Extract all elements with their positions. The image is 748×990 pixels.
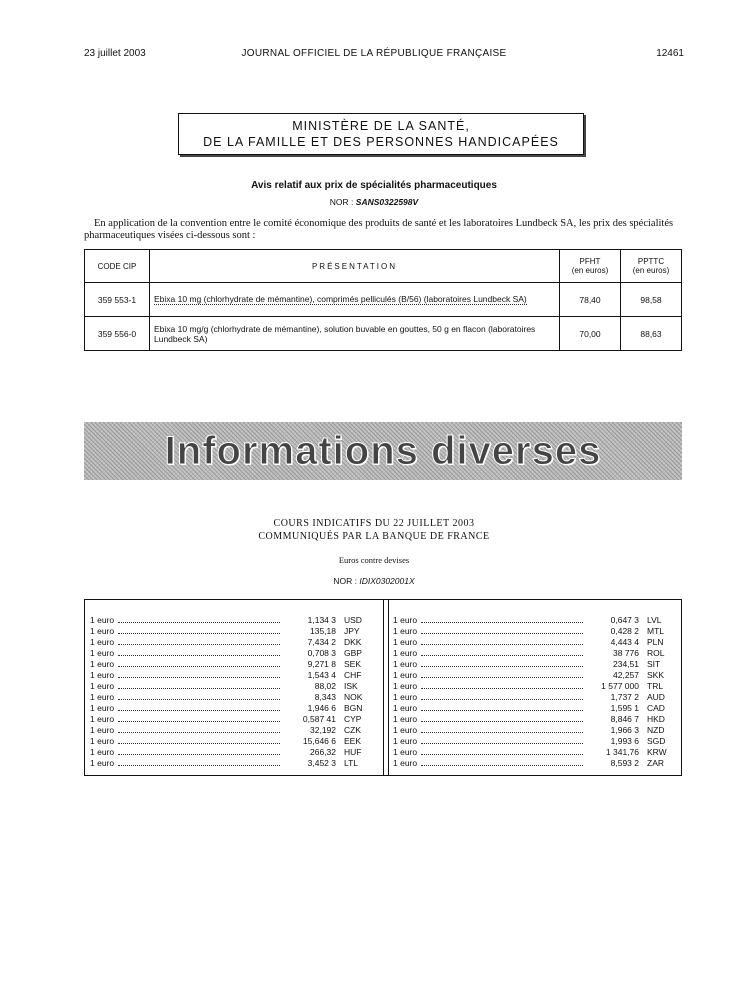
leader-dots — [118, 655, 280, 656]
rate-value: 32,192 — [310, 725, 336, 735]
rate-row — [90, 659, 374, 670]
currency-code: HUF — [344, 747, 362, 757]
cours-subtitle: Euros contre devises — [338, 555, 410, 565]
leader-dots — [118, 710, 280, 711]
rate-value: 7,434 2 — [307, 637, 336, 647]
leader-dots — [421, 633, 583, 634]
rate-value: 234,51 — [613, 659, 639, 669]
rate-label: 1 euro — [90, 648, 115, 658]
rate-row — [90, 714, 374, 725]
rate-label: 1 euro — [393, 659, 418, 669]
currency-code: CHF — [344, 670, 362, 680]
rate-label: 1 euro — [393, 725, 418, 735]
ministry-line-1: MINISTÈRE DE LA SANTÉ, — [292, 119, 470, 133]
currency-code: ZAR — [647, 758, 664, 768]
leader-dots — [421, 622, 583, 623]
leader-dots — [118, 688, 280, 689]
banner-title: Informations diverses — [164, 428, 602, 473]
leader-dots — [421, 765, 583, 766]
rates-column-left — [90, 615, 374, 769]
leader-dots — [421, 699, 583, 700]
leader-dots — [118, 622, 280, 623]
rate-row — [90, 670, 374, 681]
rate-label: 1 euro — [393, 703, 418, 713]
rate-row — [393, 648, 677, 659]
header-ppttc-label: PPTTC — [637, 257, 665, 266]
currency-code: JPY — [344, 626, 360, 636]
rate-row — [90, 736, 374, 747]
rate-value: 1 577 000 — [601, 681, 639, 691]
rate-row — [90, 747, 374, 758]
currency-code: CZK — [344, 725, 361, 735]
rate-row — [393, 626, 677, 637]
rate-label: 1 euro — [90, 758, 115, 768]
leader-dots — [118, 765, 280, 766]
rate-value: 88,02 — [314, 681, 336, 691]
rate-row — [90, 626, 374, 637]
rate-label: 1 euro — [393, 626, 418, 636]
rate-row — [393, 637, 677, 648]
leader-dots — [118, 699, 280, 700]
leader-dots — [421, 688, 583, 689]
cours-nor — [0, 576, 748, 586]
rate-label: 1 euro — [90, 703, 115, 713]
currency-code: DKK — [344, 637, 362, 647]
leader-dots — [118, 743, 280, 744]
rate-value: 0,708 3 — [307, 648, 336, 658]
nor-code: SANS0322598V — [355, 197, 419, 207]
currency-code: ROL — [647, 648, 665, 658]
leader-dots — [118, 677, 280, 678]
rate-value: 1,737 2 — [610, 692, 639, 702]
leader-dots — [421, 655, 583, 656]
rate-row — [393, 681, 677, 692]
column-divider — [383, 600, 389, 775]
ministry-line-2: DE LA FAMILLE ET DES PERSONNES HANDICAPÉES — [203, 135, 559, 149]
rate-label: 1 euro — [90, 747, 115, 757]
leader-dots — [421, 754, 583, 755]
rate-label: 1 euro — [393, 615, 418, 625]
cell-ppttc: 98,58 — [621, 283, 682, 317]
header-ppttc — [621, 250, 682, 283]
cours-title-line-1: COURS INDICATIFS DU 22 JUILLET 2003 — [273, 518, 475, 529]
avis-title: Avis relatif aux prix de spécialités pharmaceutiques — [251, 180, 497, 191]
rate-label: 1 euro — [393, 747, 418, 757]
rate-label: 1 euro — [90, 736, 115, 746]
currency-code: EEK — [344, 736, 362, 746]
description-text: Ebixa 10 mg (chlorhydrate de mémantine), comprimés pelliculés (B/56) (laboratoires Lundbeck SA) — [154, 294, 527, 304]
leader-dots — [118, 633, 280, 634]
rate-row — [90, 703, 374, 714]
rate-value: 8,846 7 — [610, 714, 639, 724]
avis-nor — [0, 197, 748, 207]
leader-dots — [421, 666, 583, 667]
rate-label: 1 euro — [393, 714, 418, 724]
header-pfht-unit: (en euros) — [571, 266, 609, 275]
page-number: 12461 — [656, 48, 684, 59]
rate-row — [393, 659, 677, 670]
ministry-box — [178, 113, 584, 155]
rate-value: 4,443 4 — [610, 637, 639, 647]
leader-dots — [421, 644, 583, 645]
rate-value: 38 776 — [613, 648, 639, 658]
leader-dots — [421, 743, 583, 744]
currency-code: NOK — [344, 692, 363, 702]
leader-dots — [118, 721, 280, 722]
rate-label: 1 euro — [393, 692, 418, 702]
header-pfht-label: PFHT — [579, 257, 601, 266]
currency-code: NZD — [647, 725, 665, 735]
leader-dots — [421, 732, 583, 733]
header-code-cip: CODE CIP — [85, 250, 150, 283]
currency-code: LVL — [647, 615, 662, 625]
rate-label: 1 euro — [90, 725, 115, 735]
rate-row — [90, 637, 374, 648]
rate-value: 1,595 1 — [610, 703, 639, 713]
rate-row — [90, 692, 374, 703]
leader-dots — [421, 677, 583, 678]
journal-title: JOURNAL OFFICIEL DE LA RÉPUBLIQUE FRANÇAISE — [241, 48, 507, 59]
rate-row — [90, 725, 374, 736]
rate-value: 9,271 8 — [307, 659, 336, 669]
currency-code: SEK — [344, 659, 362, 669]
exchange-rates-table — [84, 599, 682, 776]
leader-dots — [421, 710, 583, 711]
rate-row — [90, 758, 374, 769]
nor-code: IDIX0302001X — [359, 576, 415, 586]
rate-value: 1,993 6 — [610, 736, 639, 746]
price-table-header — [85, 250, 682, 283]
rate-value: 8,593 2 — [610, 758, 639, 768]
rate-row — [90, 648, 374, 659]
rate-label: 1 euro — [393, 736, 418, 746]
rate-value: 1 341,76 — [605, 747, 639, 757]
rate-value: 1,543 4 — [307, 670, 336, 680]
rate-label: 1 euro — [90, 637, 115, 647]
rate-value: 1,134 3 — [307, 615, 336, 625]
currency-code: BGN — [344, 703, 363, 713]
rate-value: 0,647 3 — [610, 615, 639, 625]
leader-dots — [118, 732, 280, 733]
cell-code: 359 556-0 — [85, 317, 150, 351]
table-row — [85, 317, 682, 351]
nor-label: NOR : — [333, 576, 357, 586]
section-banner — [84, 422, 682, 480]
description-text: Ebixa 10 mg/g (chlorhydrate de mémantine), solution buvable en gouttes, 50 g en flacon (laboratoires Lundbeck SA) — [154, 323, 536, 344]
rate-value: 135,18 — [310, 626, 336, 636]
rate-value: 266,32 — [310, 747, 336, 757]
currency-code: PLN — [647, 637, 664, 647]
rate-label: 1 euro — [393, 758, 418, 768]
currency-code: HKD — [647, 714, 665, 724]
rate-row — [393, 714, 677, 725]
currency-code: MTL — [647, 626, 664, 636]
rate-label: 1 euro — [90, 670, 115, 680]
rate-row — [393, 692, 677, 703]
table-row — [85, 283, 682, 317]
rate-row — [393, 736, 677, 747]
rate-row — [393, 703, 677, 714]
rate-value: 0,587 41 — [302, 714, 336, 724]
leader-dots — [421, 721, 583, 722]
rate-label: 1 euro — [90, 626, 115, 636]
header-presentation: PRÉSENTATION — [150, 250, 560, 283]
currency-code: CYP — [344, 714, 362, 724]
price-table — [84, 249, 682, 351]
cell-pfht: 70,00 — [560, 317, 621, 351]
rate-value: 3,452 3 — [307, 758, 336, 768]
rate-value: 1,966 3 — [610, 725, 639, 735]
rates-column-right — [393, 615, 677, 769]
rate-row — [393, 670, 677, 681]
rate-value: 1,946 6 — [307, 703, 336, 713]
currency-code: TRL — [647, 681, 664, 691]
currency-code: SGD — [647, 736, 666, 746]
rate-label: 1 euro — [393, 648, 418, 658]
header-date: 23 juillet 2003 — [84, 48, 146, 59]
rate-row — [393, 747, 677, 758]
rate-label: 1 euro — [90, 681, 115, 691]
currency-code: GBP — [344, 648, 362, 658]
leader-dots — [118, 754, 280, 755]
cell-code: 359 553-1 — [85, 283, 150, 317]
cell-ppttc: 88,63 — [621, 317, 682, 351]
rate-label: 1 euro — [90, 615, 115, 625]
rate-label: 1 euro — [393, 670, 418, 680]
currency-code: SIT — [647, 659, 661, 669]
currency-code: LTL — [344, 758, 359, 768]
rate-row — [393, 758, 677, 769]
rate-row — [393, 615, 677, 626]
rate-label: 1 euro — [90, 714, 115, 724]
rate-label: 1 euro — [393, 681, 418, 691]
avis-intro: En application de la convention entre le comité économique des produits de santé et les laboratoires Lundbeck SA, les prix des spécialités pharmaceutiques visées ci-dessous sont : — [84, 218, 674, 241]
currency-code: AUD — [647, 692, 665, 702]
rate-label: 1 euro — [90, 659, 115, 669]
leader-dots — [118, 644, 280, 645]
rate-value: 0,428 2 — [610, 626, 639, 636]
rate-row — [393, 725, 677, 736]
leader-dots — [118, 666, 280, 667]
currency-code: SKK — [647, 670, 665, 680]
nor-label: NOR : — [329, 197, 354, 207]
cell-description — [150, 283, 560, 317]
rate-value: 42,257 — [613, 670, 639, 680]
rate-label: 1 euro — [393, 637, 418, 647]
cours-title-line-2: COMMUNIQUÉS PAR LA BANQUE DE FRANCE — [258, 531, 490, 542]
cell-pfht: 78,40 — [560, 283, 621, 317]
rate-label: 1 euro — [90, 692, 115, 702]
currency-code: USD — [344, 615, 362, 625]
currency-code: ISK — [344, 681, 358, 691]
cell-description — [150, 317, 560, 351]
rate-value: 15,646 6 — [302, 736, 336, 746]
currency-code: CAD — [647, 703, 665, 713]
currency-code: KRW — [647, 747, 667, 757]
rate-value: 8,343 — [314, 692, 336, 702]
rate-row — [90, 615, 374, 626]
header-pfht — [560, 250, 621, 283]
rate-row — [90, 681, 374, 692]
header-ppttc-unit: (en euros) — [632, 266, 670, 275]
